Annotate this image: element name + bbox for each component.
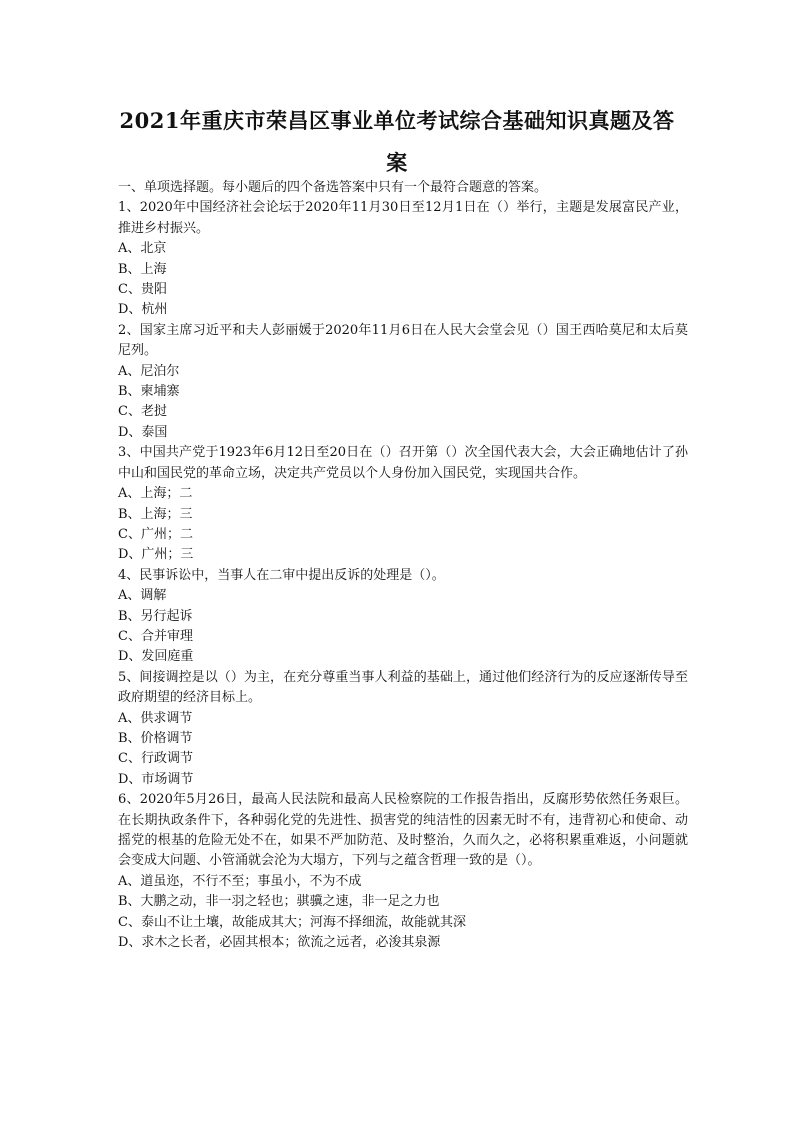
question-text: 4、民事诉讼中，当事人在二审中提出反诉的处理是（）。 (118, 567, 445, 583)
option-item: A、调解 (118, 588, 167, 604)
option-item: A、上海；二 (118, 486, 193, 502)
option-item: A、尼泊尔 (118, 363, 180, 379)
option-item: C、行政调节 (118, 751, 193, 767)
question-text: 1、2020年中国经济社会论坛于2020年11月30日至12月1日在（）举行，主题是发展富民产业，推进乡村振兴。 (118, 200, 688, 236)
option-item: D、发回庭重 (118, 649, 194, 665)
option-item: C、泰山不让土壤，故能成其大；河海不择细流，故能就其深 (118, 914, 466, 930)
page-title: 2021年重庆市荣昌区事业单位考试综合基础知识真题及答案 (119, 108, 675, 175)
option-item: A、北京 (118, 241, 167, 257)
option-item: B、上海；三 (118, 506, 193, 522)
question-text: 2、国家主席习近平和夫人彭丽媛于2020年11月6日在人民大会堂会见（）国王西哈莫尼和太后莫尼列。 (118, 322, 688, 359)
option-item: A、道虽迩，不行不至；事虽小，不为不成 (118, 873, 362, 889)
question-block (118, 443, 688, 565)
question-block (118, 198, 688, 320)
option-item: D、市场调节 (118, 771, 194, 787)
section-heading: 一、单项选择题。每小题后的四个备选答案中只有一个最符合题意的答案。 (118, 180, 548, 195)
question-text: 6、2020年5月26日，最高人民法院和最高人民检察院的工作报告指出，反腐形势依然任务艰巨。在长期执政条件下，各种弱化党的先进性、损害党的纯洁性的因素无时不有，违背初心和使命、动摇党的根基的危险无处不在，如果不严加防范、及时整治，久而久之，必将积累重难返，小问题就会变成大问题、小管涌就会沦为大塌方，下列与之蕴含哲理一致的是（）。 (118, 792, 688, 869)
option-item: C、合并审理 (118, 628, 193, 644)
option-item: A、供求调节 (118, 710, 193, 726)
question-block (118, 566, 688, 668)
option-item: B、价格调节 (118, 730, 193, 746)
option-item: D、杭州 (118, 302, 168, 318)
option-item: B、上海 (118, 261, 167, 277)
option-item: D、泰国 (118, 424, 168, 440)
question-block (118, 321, 688, 443)
question-block (118, 790, 688, 953)
option-item: C、老挝 (118, 404, 167, 420)
option-item: C、贵阳 (118, 282, 167, 298)
question-text: 5、间接调控是以（）为主，在充分尊重当事人利益的基础上，通过他们经济行为的反应逐渐传导至政府期望的经济目标上。 (118, 669, 688, 706)
option-item: D、求木之长者，必固其根本；欲流之远者，必浚其泉源 (118, 935, 441, 951)
option-item: B、另行起诉 (118, 608, 193, 624)
option-item: B、柬埔寨 (118, 384, 180, 400)
option-item: C、广州；二 (118, 526, 193, 542)
document-body (118, 178, 688, 953)
question-text: 3、中国共产党于1923年6月12日至20日在（）召开第（）次全国代表大会，大会正确地估计了孙中山和国民党的革命立场，决定共产党员以个人身份加入国民党，实现国共合作。 (118, 445, 688, 481)
question-block (118, 668, 688, 790)
option-item: D、广州；三 (118, 547, 194, 563)
option-item: B、大鹏之动，非一羽之轻也；骐骥之速，非一足之力也 (118, 894, 440, 910)
